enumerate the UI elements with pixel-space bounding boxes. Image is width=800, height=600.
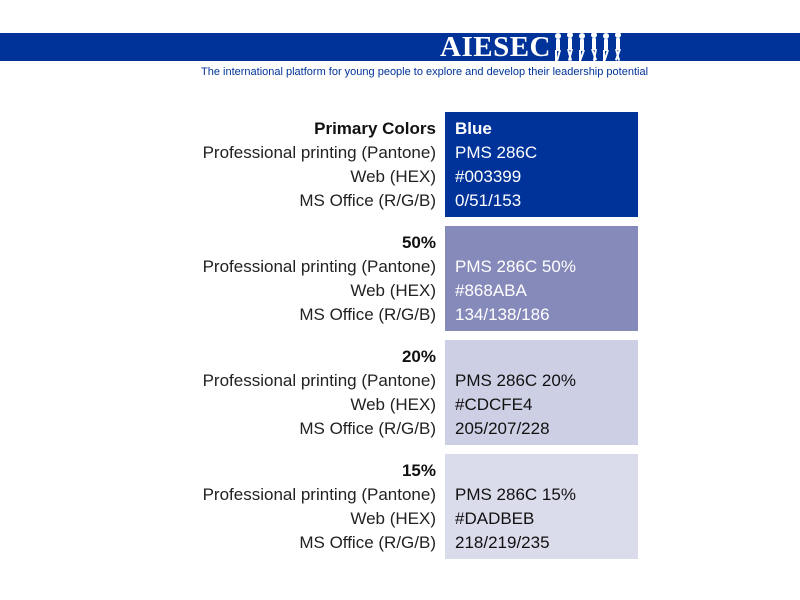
color-name: Blue	[455, 119, 492, 138]
hex-value: #CDCFE4	[455, 395, 533, 414]
rgb-label: MS Office (R/G/B)	[299, 305, 436, 324]
group-heading: 20%	[401, 347, 436, 366]
group-heading: 50%	[401, 233, 436, 252]
pantone-value: PMS 286C 15%	[455, 485, 576, 504]
value-column	[455, 369, 576, 441]
label-column	[203, 459, 436, 555]
pantone-label: Professional printing (Pantone)	[202, 371, 436, 390]
label-column	[203, 117, 436, 213]
rgb-value: 0/51/153	[455, 191, 522, 210]
rgb-label: MS Office (R/G/B)	[299, 419, 436, 438]
value-column	[455, 255, 576, 327]
pantone-value: PMS 286C 50%	[455, 257, 576, 276]
value-column	[455, 483, 576, 555]
tagline: The international platform for young people to explore and develop their leadership potential	[201, 66, 649, 78]
pantone-label: Professional printing (Pantone)	[202, 143, 436, 162]
pantone-value: PMS 286C 20%	[455, 371, 576, 390]
hex-value: #DADBEB	[455, 509, 535, 528]
pantone-label: Professional printing (Pantone)	[202, 257, 436, 276]
rgb-value: 218/219/235	[455, 533, 550, 552]
walking-people-icon	[553, 31, 625, 63]
pantone-value: PMS 286C	[455, 143, 538, 162]
hex-label: Web (HEX)	[350, 395, 436, 414]
group-heading: 15%	[401, 461, 436, 480]
rgb-label: MS Office (R/G/B)	[299, 191, 436, 210]
aiesec-logo	[440, 30, 625, 64]
value-column	[455, 117, 537, 213]
rgb-value: 205/207/228	[455, 419, 550, 438]
rgb-value: 134/138/186	[455, 305, 550, 324]
hex-value: #003399	[455, 167, 522, 186]
hex-label: Web (HEX)	[350, 281, 436, 300]
header-bar	[0, 33, 800, 61]
hex-label: Web (HEX)	[350, 509, 436, 528]
brand-name: AIESEC	[440, 31, 551, 63]
group-heading: Primary Colors	[314, 119, 436, 138]
label-column	[203, 345, 436, 441]
rgb-label: MS Office (R/G/B)	[299, 533, 436, 552]
label-column	[203, 231, 436, 327]
hex-label: Web (HEX)	[350, 167, 436, 186]
pantone-label: Professional printing (Pantone)	[202, 485, 436, 504]
hex-value: #868ABA	[455, 281, 527, 300]
